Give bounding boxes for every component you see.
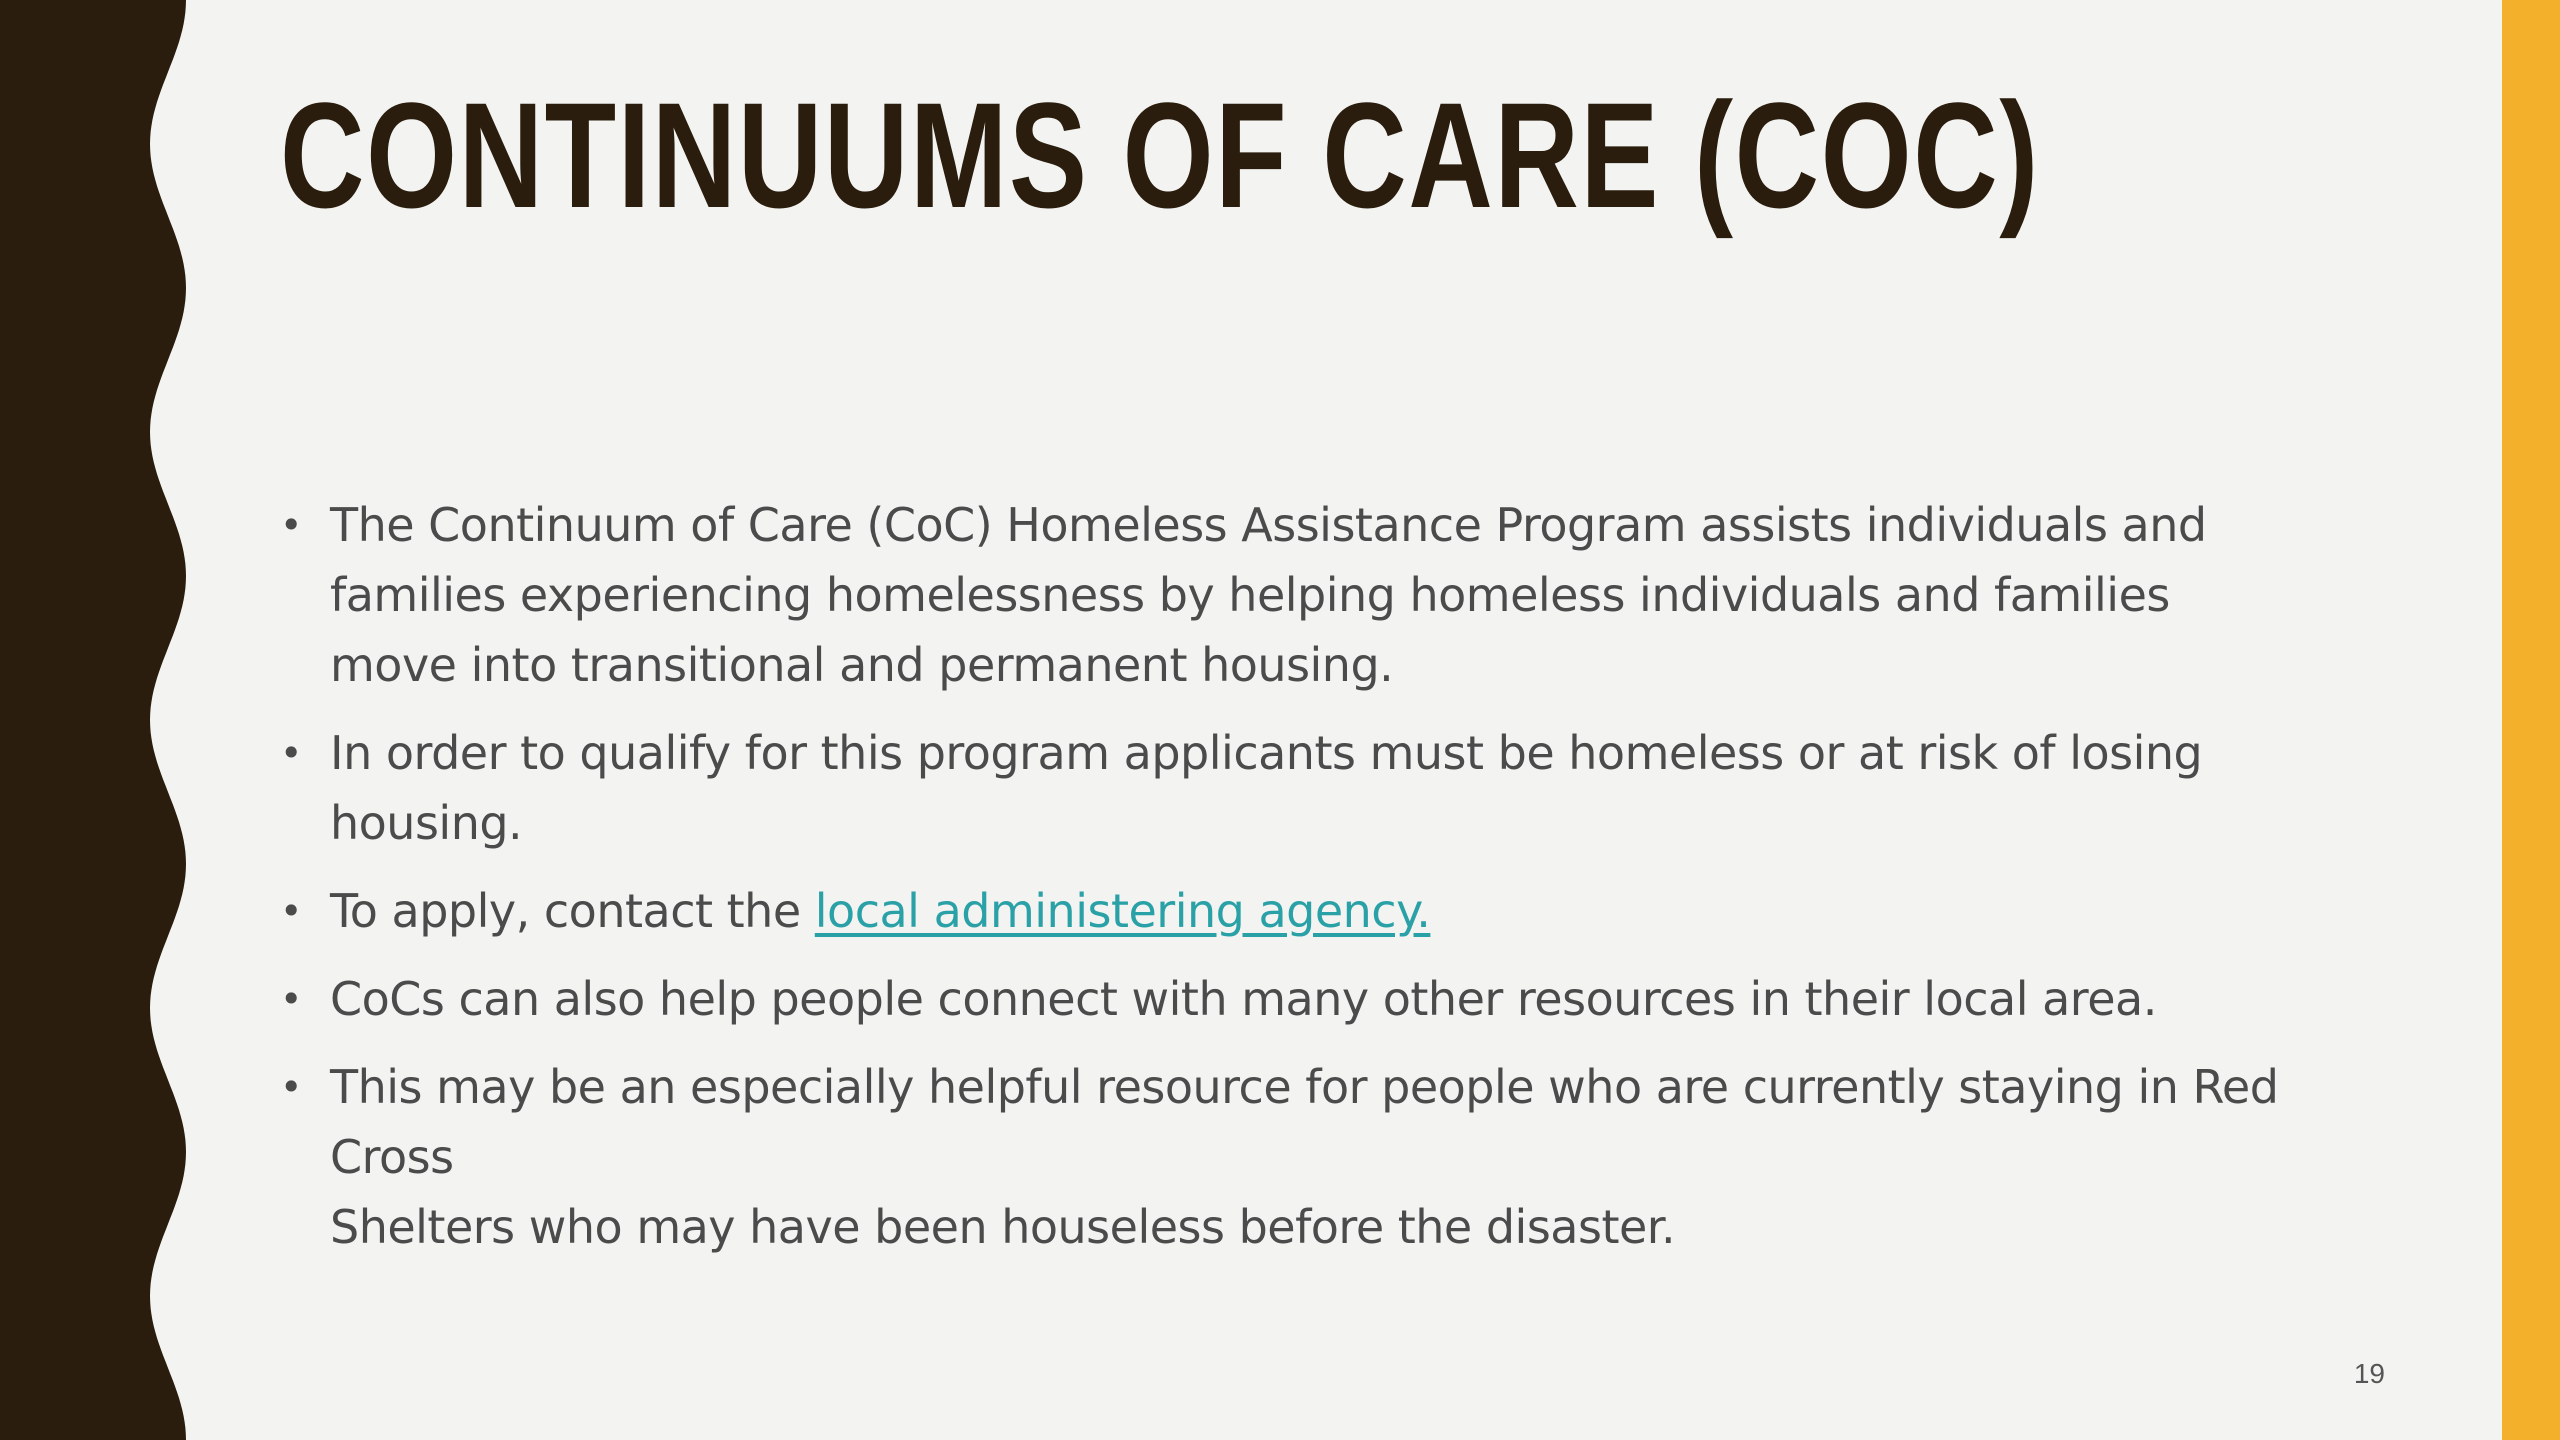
bullet-list <box>280 490 2350 1280</box>
slide-title: CONTINUUMS OF CARE (COC) <box>280 71 2040 239</box>
bullet-item-eligibility <box>280 718 2350 858</box>
bullet-dot-icon: • <box>280 977 302 1021</box>
bullet-item-resources <box>280 964 2350 1034</box>
bullet-text: In order to qualify for this program applicants must be homeless or at risk of losing housing. <box>330 726 2203 850</box>
local-agency-link[interactable]: local administering agency. <box>814 884 1431 938</box>
bullet-line: Shelters who may have been houseless before the disaster. <box>330 1200 1676 1254</box>
bullet-text: CoCs can also help people connect with many other resources in their local area. <box>330 972 2157 1026</box>
bullet-line: move into transitional and permanent housing. <box>330 638 1394 692</box>
bullet-dot-icon: • <box>280 889 302 933</box>
wavy-band-shape <box>0 0 186 1440</box>
bullet-dot-icon: • <box>280 1065 302 1109</box>
bullet-item-apply <box>280 876 2350 946</box>
bullet-line: families experiencing homelessness by helping homeless individuals and families <box>330 568 2170 622</box>
bullet-line: This may be an especially helpful resource for people who are currently staying in Red Cross <box>330 1060 2279 1184</box>
wavy-left-band <box>0 0 200 1440</box>
bullet-item-program <box>280 490 2350 700</box>
page-number: 19 <box>2353 1358 2385 1389</box>
bullet-dot-icon: • <box>280 731 302 775</box>
bullet-dot-icon: • <box>280 503 302 547</box>
right-accent-bar <box>2502 0 2560 1440</box>
bullet-line: The Continuum of Care (CoC) Homeless Assistance Program assists individuals and <box>330 498 2207 552</box>
bullet-item-shelters <box>280 1052 2350 1262</box>
bullet-text: To apply, contact the <box>330 884 815 938</box>
